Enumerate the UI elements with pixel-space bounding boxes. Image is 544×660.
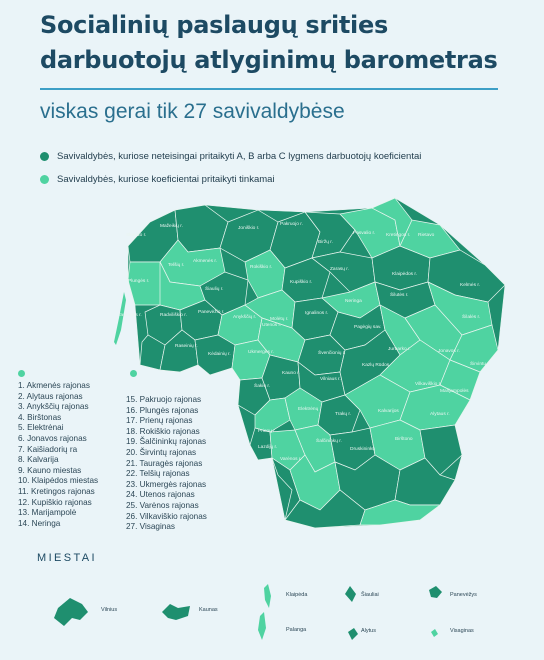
list-left [18,381,98,529]
list-item: 14. Neringa [18,518,61,528]
municipality-label: Plungės r. [128,279,150,284]
municipality-label: Akmenės r. [193,259,217,264]
list-item: 27. Visaginas [126,522,176,532]
list-item: 24. Utenos rajonas [126,490,195,500]
title-line-1: Socialinių paslaugų srities [40,11,388,39]
city-shape [429,586,442,598]
municipality-label: Rietavo [418,233,435,238]
city-shape [264,584,271,608]
list-item: 19. Šalčininkų rajonas [126,437,207,447]
municipality-label: Pakruojo r. [280,222,303,227]
municipality-label: Molėtų r. [270,317,289,322]
legend-text-incorrect: Savivaldybės, kuriose neteisingai pritaikyti A, B arba C lygmens darbuotojų koeficientai [57,150,422,162]
list-item: 9. Kauno miestas [18,465,82,475]
municipality-label: Kretingos r. [386,233,411,238]
municipality-label: Elektrėnų [298,407,319,412]
list-item: 13. Marijampolė [18,508,77,518]
municipality-label: Trakų r. [335,412,352,417]
municipality-label: Jurbarko r. [388,347,411,352]
municipality-label: Lazdijų r. [258,445,278,450]
municipality-label: Telšių r. [168,263,185,268]
municipality-label: Marijampolės [440,389,469,394]
municipality-label: Šilalės r. [462,315,481,320]
municipality-label: Raseinių r. [175,344,198,349]
municipality-label: Joniškio r. [238,226,260,231]
list-item: 15. Pakruojo rajonas [126,395,202,404]
municipality-label: Rokiškio r. [250,265,273,270]
list-marker-right [130,370,137,377]
list-item: 25. Varėnos rajonas [126,500,199,510]
city-label: Vilnius [101,607,118,613]
city-shape [348,628,358,640]
list-item: 2. Alytaus rajonas [18,391,83,401]
list-item: 16. Plungės rajonas [126,405,199,415]
city-shape [162,604,190,620]
municipality-label: Mažeikių r. [160,224,183,229]
title-line-2: darbuotojų atlyginimų barometras [40,46,498,74]
list-item: 5. Elektrėnai [18,423,64,433]
list-item: 11. Kretingos rajonas [18,486,95,496]
municipality-label: Zarasų r. [330,267,349,272]
city-shape [431,629,438,637]
city-label: Panevėžys [450,592,477,598]
municipality-label: Kėdainių r. [208,352,231,357]
municipality-label: Utenos r. [262,323,282,328]
municipality-label: Tauragės r. [118,313,142,318]
list-item: 10. Klaipėdos miestas [18,476,99,486]
city-label: Alytus [361,628,376,634]
municipality-label: Jonavos r. [438,349,460,354]
municipality-label: Radviliškio r. [160,313,187,318]
municipality-label: Šalčininkų r. [316,439,342,444]
list-item: 17. Prienų rajonas [126,416,193,426]
municipality-label: Kupiškio r. [290,280,313,285]
municipality-label: Šakių r. [254,384,270,389]
list-item: 26. Vilkaviškio rajonas [126,511,207,521]
list-item: 4. Birštonas [18,412,62,422]
list-right [126,395,207,533]
list-item: 21. Tauragės rajonas [126,458,203,468]
municipality-label: Pagėgių sav. [354,325,382,330]
list-item: 6. Jonavos rajonas [18,433,87,443]
municipality-label: Ukmergės r. [248,350,274,355]
city-shape [54,598,88,626]
municipality-label: Širvintų r. [470,362,490,367]
municipality-label: Birštono [395,437,413,442]
municipality-label: Biržų r. [318,240,333,245]
municipality-label: Neringa [345,299,362,304]
list-item: 12. Kupiškio rajonas [18,497,92,507]
municipality-label: Vilniaus r. [320,377,341,382]
municipality-label: Kalvarijos [378,409,399,414]
list-item: 18. Rokiškio rajonas [126,426,200,436]
municipality-label: Alytaus r. [430,412,450,417]
city-label: Klaipėda [286,592,308,598]
municipality-label: Skuodo r. [126,233,147,238]
city-label: Visaginas [450,628,474,634]
municipality-label: Kelmės r. [460,283,480,288]
municipality-label: Druskininkų [350,447,376,452]
city-label: Palanga [286,627,307,633]
legend-text-correct: Savivaldybės, kuriose koeficientai pritaikyti tinkamai [57,173,275,185]
municipality-label: Anykščių r. [233,315,257,320]
cities-heading: MIESTAI [37,552,97,564]
municipality-label: Kauno r. [282,371,300,376]
municipality-label: Kazlų Rūdos [362,363,390,368]
municipality-label: Šiaulių r. [205,287,224,292]
municipality-label: Švenčionių r. [318,351,346,356]
list-item: 23. Ukmergės rajonas [126,479,207,489]
subtitle: viskas gerai tik 27 savivaldybėse [40,100,345,123]
list-item: 1. Akmenės rajonas [18,381,90,390]
list-item: 22. Telšių rajonas [126,469,190,479]
city-shape [258,612,266,640]
municipality-label: Ignalinos r. [305,311,329,316]
list-item: 8. Kalvarija [18,455,59,465]
list-marker-left [18,370,25,377]
city-label: Šiauliai [361,592,379,598]
municipality-label: Prienų r. [258,429,276,434]
municipality-label: Panevėžio r. [198,310,225,315]
municipality-label: Vilkaviškio r. [415,382,442,387]
city-shape [345,586,356,602]
list-item: 20. Širvintų rajonas [126,447,197,457]
municipality-label: Pasvalio r. [353,231,376,236]
municipality-label: Šilutės r. [390,293,409,298]
city-label: Kaunas [199,607,218,613]
list-item: 7. Kaišiadorių ra [18,444,78,454]
municipality-label: Klaipėdos r. [392,272,418,277]
neringa-spit [114,292,126,345]
municipality-label: Varėnos r. [280,457,302,462]
list-item: 3. Anykščių rajonas [18,402,89,412]
